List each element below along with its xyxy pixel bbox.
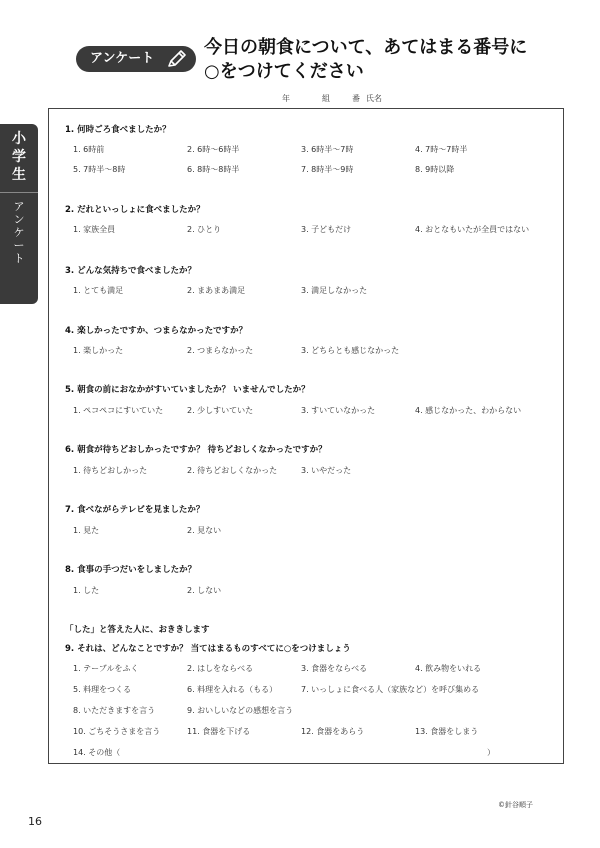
side-tab-sub xyxy=(0,200,38,265)
answer-option[interactable]: 9. おいしいなどの感想を言う xyxy=(187,706,294,715)
pencil-icon xyxy=(166,49,188,69)
answer-option[interactable]: 3. いやだった xyxy=(301,466,352,475)
answer-option[interactable]: 3. どちらとも感じなかった xyxy=(301,346,400,355)
answer-option-other[interactable]: 14. その他（ xyxy=(73,748,121,757)
answer-option[interactable]: 5. 7時半〜8時 xyxy=(73,165,126,174)
question-6: 6. 朝食が待ちどおしかったですか？ 待ちどおしくなかったですか？ xyxy=(65,445,327,455)
answer-option[interactable]: 1. した xyxy=(73,586,100,595)
answer-option[interactable]: 1. とても満足 xyxy=(73,286,124,295)
side-tab-char: 学 xyxy=(12,149,26,165)
answer-option[interactable]: 2. まあまあ満足 xyxy=(187,286,246,295)
answer-option[interactable]: 4. おとなもいたが全員ではない xyxy=(415,225,530,234)
number-label: 番 xyxy=(352,94,360,103)
answer-option[interactable]: 12. 食器をあらう xyxy=(301,727,365,736)
answer-option[interactable]: 4. 7時〜7時半 xyxy=(415,145,468,154)
question-1: 1. 何時ごろ食べましたか？ xyxy=(65,125,171,135)
answer-option[interactable]: 2. はしをならべる xyxy=(187,664,254,673)
answer-option[interactable]: 3. 子どもだけ xyxy=(301,225,352,234)
answer-option[interactable]: 3. 6時半〜7時 xyxy=(301,145,354,154)
answer-option[interactable]: 3. 満足しなかった xyxy=(301,286,368,295)
name-label: 氏名 xyxy=(366,94,382,103)
question-9: 9. それは、どんなことですか？ 当てはまるものすべてに○をつけましょう xyxy=(65,644,351,654)
side-tab-main xyxy=(0,130,38,184)
answer-option[interactable]: 13. 食器をしまう xyxy=(415,727,479,736)
page-header xyxy=(76,36,576,86)
answer-option[interactable]: 7. いっしょに食べる人（家族など）を呼び集める xyxy=(301,685,480,694)
side-tab-char: 小 xyxy=(12,131,26,147)
answer-option[interactable]: 2. 待ちどおしくなかった xyxy=(187,466,278,475)
answer-option[interactable]: 1. ペコペコにすいていた xyxy=(73,406,164,415)
answer-option[interactable]: 1. 家族全員 xyxy=(73,225,116,234)
side-tab-char: ケ xyxy=(13,226,25,239)
question-2: 2. だれといっしょに食べましたか？ xyxy=(65,205,205,215)
answer-option[interactable]: 3. すいていなかった xyxy=(301,406,376,415)
title-line-1: 今日の朝食について、あてはまる番号に xyxy=(204,37,528,58)
answer-option[interactable]: 2. 見ない xyxy=(187,526,222,535)
question-7: 7. 食べながらテレビを見ましたか？ xyxy=(65,505,205,515)
answer-option[interactable]: 8. いただきますを言う xyxy=(73,706,156,715)
survey-badge xyxy=(76,46,196,72)
answer-option[interactable]: 5. 料理をつくる xyxy=(73,685,132,694)
answer-option[interactable]: 1. 待ちどおしかった xyxy=(73,466,148,475)
page-number: 16 xyxy=(28,815,42,828)
question-5: 5. 朝食の前におなかがすいていましたか？ いませんでしたか？ xyxy=(65,385,310,395)
answer-option[interactable]: 8. 9時以降 xyxy=(415,165,455,174)
answer-option[interactable]: 2. 6時〜6時半 xyxy=(187,145,240,154)
answer-option[interactable]: 2. 少しすいていた xyxy=(187,406,254,415)
side-tab-char: ア xyxy=(13,200,25,213)
answer-option[interactable]: 1. テーブルをふく xyxy=(73,664,139,673)
survey-badge-label: アンケート xyxy=(90,51,155,66)
answer-option[interactable]: 1. 6時前 xyxy=(73,145,105,154)
title-line-2: ○をつけてください xyxy=(204,61,364,82)
side-tab-divider xyxy=(0,192,38,193)
side-tab-char: ー xyxy=(13,239,25,252)
answer-option[interactable]: 2. ひとり xyxy=(187,225,222,234)
answer-option[interactable]: 11. 食器を下げる xyxy=(187,727,251,736)
question-8: 8. 食事の手つだいをしましたか？ xyxy=(65,565,197,575)
answer-option[interactable]: 4. 感じなかった、わからない xyxy=(415,406,522,415)
side-tab xyxy=(0,124,38,304)
copyright-credit: ©針谷順子 xyxy=(498,801,533,809)
answer-option[interactable]: 7. 8時半〜9時 xyxy=(301,165,354,174)
answer-option[interactable]: 3. 食器をならべる xyxy=(301,664,368,673)
side-tab-char: ト xyxy=(13,252,25,265)
side-tab-char: 生 xyxy=(12,167,26,183)
answer-option[interactable]: 1. 楽しかった xyxy=(73,346,124,355)
survey-box xyxy=(48,108,564,764)
answer-option[interactable]: 6. 料理を入れる（もる） xyxy=(187,685,278,694)
answer-option[interactable]: 2. つまらなかった xyxy=(187,346,254,355)
question-4: 4. 楽しかったですか、つまらなかったですか？ xyxy=(65,326,248,336)
answer-option[interactable]: 10. ごちそうさまを言う xyxy=(73,727,161,736)
side-tab-char: ン xyxy=(13,213,25,226)
question-3: 3. どんな気持ちで食べましたか？ xyxy=(65,266,197,276)
answer-option[interactable]: 2. しない xyxy=(187,586,222,595)
class-label: 組 xyxy=(322,94,330,103)
answer-option[interactable]: 1. 見た xyxy=(73,526,100,535)
follow-up-note: 「した」と答えた人に、おききします xyxy=(65,625,210,635)
year-label: 年 xyxy=(282,94,290,103)
page-title xyxy=(204,36,564,84)
answer-option[interactable]: 6. 8時〜8時半 xyxy=(187,165,240,174)
other-close-paren: ） xyxy=(487,748,495,757)
answer-option[interactable]: 4. 飲み物をいれる xyxy=(415,664,482,673)
